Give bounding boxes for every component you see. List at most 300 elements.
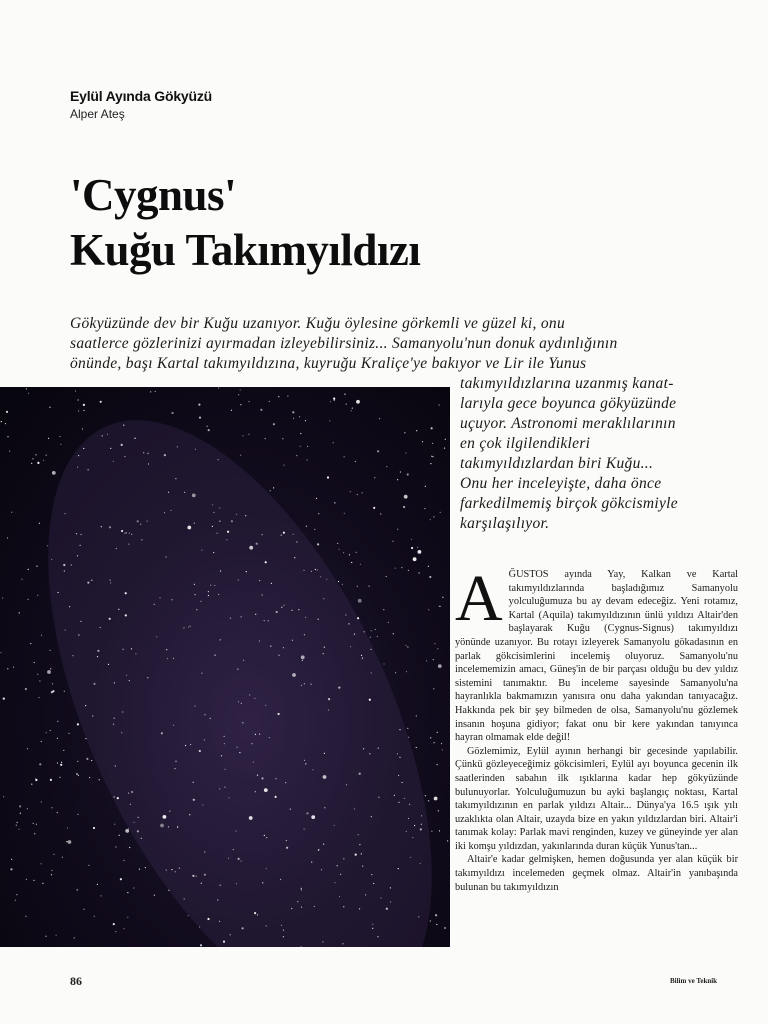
star	[424, 508, 425, 509]
star	[284, 465, 285, 466]
star	[304, 760, 305, 761]
star	[63, 564, 65, 566]
star	[85, 738, 86, 739]
star	[265, 561, 267, 563]
star	[338, 687, 340, 689]
star	[77, 889, 78, 890]
star	[188, 626, 189, 627]
star	[10, 868, 12, 870]
star	[380, 513, 381, 514]
star	[140, 524, 141, 525]
star	[428, 609, 429, 610]
star	[164, 454, 166, 456]
star	[171, 869, 172, 870]
star	[220, 885, 221, 886]
star	[311, 862, 312, 863]
star	[34, 662, 35, 663]
star	[207, 918, 209, 920]
star	[300, 433, 301, 434]
star	[397, 753, 398, 754]
star	[15, 900, 16, 901]
star	[58, 592, 59, 593]
star	[183, 627, 184, 628]
star	[291, 908, 292, 909]
star	[190, 744, 191, 745]
star	[52, 471, 56, 475]
star	[292, 640, 293, 641]
star	[417, 547, 418, 548]
star	[328, 698, 330, 700]
star	[343, 552, 344, 553]
star	[278, 655, 279, 656]
star	[83, 909, 84, 910]
star	[407, 646, 408, 647]
star	[278, 713, 280, 715]
star	[242, 722, 243, 723]
star	[172, 599, 173, 600]
star	[358, 834, 359, 835]
author-name: Alper Ateş	[70, 107, 125, 121]
star	[420, 828, 422, 830]
star	[248, 434, 249, 435]
star	[28, 569, 29, 570]
star	[196, 609, 197, 610]
star	[57, 812, 58, 813]
star	[406, 671, 407, 672]
star	[439, 404, 440, 405]
star	[249, 694, 250, 695]
star	[430, 920, 431, 921]
star	[294, 557, 295, 558]
star	[334, 400, 335, 401]
star	[80, 545, 81, 546]
star	[201, 550, 202, 551]
star	[268, 620, 269, 621]
star	[43, 460, 44, 461]
star	[37, 595, 38, 596]
star	[437, 732, 438, 733]
star	[59, 436, 60, 437]
star	[237, 747, 238, 748]
star	[425, 486, 426, 487]
star	[355, 461, 356, 462]
star	[394, 795, 395, 796]
star	[68, 840, 72, 844]
star	[3, 796, 4, 797]
star	[238, 858, 240, 860]
star	[133, 887, 134, 888]
star	[199, 750, 201, 752]
star	[83, 404, 85, 406]
star	[400, 471, 401, 472]
star	[59, 777, 60, 778]
star	[91, 580, 92, 581]
lead-line: larıyla gece boyunca gökyüzünde	[460, 395, 677, 412]
star	[127, 892, 128, 893]
star	[11, 859, 12, 860]
article-title	[70, 168, 420, 278]
star	[141, 539, 142, 540]
star	[207, 426, 208, 427]
star	[89, 777, 90, 778]
star	[304, 829, 305, 830]
star	[442, 749, 443, 750]
star	[110, 448, 111, 449]
star	[120, 878, 122, 880]
star	[135, 653, 136, 654]
star	[315, 569, 316, 570]
star	[349, 554, 350, 555]
star	[125, 829, 129, 833]
star	[204, 874, 206, 876]
starfield-photo	[0, 387, 450, 947]
star	[286, 847, 288, 849]
title-line-1: 'Cygnus'	[70, 170, 237, 220]
star	[78, 399, 79, 400]
star	[345, 614, 346, 615]
star	[219, 921, 220, 922]
star	[405, 452, 406, 453]
star	[195, 594, 196, 595]
star	[430, 463, 431, 464]
star	[224, 736, 225, 737]
star	[354, 808, 355, 809]
body-text: ĞUSTOS ayında Yay, Kalkan ve Kartal takımyıldızlarında başladığımız Samanyolu yolculuğumuza bu ay devam edeceğiz. Yeni rotamız, Kartal (Aquila) takımyıldızının ünlü yıldızı Altair'den başlayarak Kuğu (Cygnus-Signus) takımyıldızı yönünde uzanıyor. Bu rotayı izleyerek Samanyolu gökadasının en parlak gökcisimlerini incelemiş oluyoruz. Samanyolu'nu incelememizin amacı, Güneş'in de bir parçası olduğu bu dev yıldız sistemini tanımaktır. Bu inceleme sayesinde Samanyolu'na hayranlıkla bakmamızın yanısıra onu daha yakından tanıyacağız. Hakkında pek bir şey bilmeden de olsa, Samanyolu'nu gözlemek insanın hoşuna gidiyor; fakat onu bir kere yakından tanıyınca hayran olmamak elde değil!	[455, 569, 738, 744]
star	[416, 715, 417, 716]
star	[200, 601, 201, 602]
star	[241, 616, 242, 617]
star	[285, 782, 286, 783]
star	[261, 777, 263, 779]
star	[301, 655, 305, 659]
star	[399, 729, 400, 730]
star	[408, 570, 409, 571]
star	[52, 683, 53, 684]
star	[150, 391, 151, 392]
star	[57, 721, 58, 722]
lead-line: takımyıldızlarına uzanmış kanat-	[460, 375, 674, 392]
star	[321, 869, 322, 870]
star	[230, 618, 231, 619]
star	[219, 521, 220, 522]
star	[131, 534, 132, 535]
star	[223, 941, 225, 943]
star	[431, 456, 432, 457]
star	[67, 827, 68, 828]
star	[169, 811, 170, 812]
star	[271, 583, 272, 584]
star	[80, 621, 81, 622]
star	[352, 408, 353, 409]
star	[51, 691, 53, 693]
star	[378, 797, 379, 798]
star	[164, 512, 165, 513]
star	[64, 691, 65, 692]
star	[311, 571, 312, 572]
star	[305, 763, 306, 764]
star	[283, 936, 284, 937]
star	[189, 814, 190, 815]
star	[60, 444, 61, 445]
star	[77, 467, 78, 468]
star	[83, 410, 84, 411]
star	[219, 507, 220, 508]
star	[296, 541, 297, 542]
star	[87, 582, 89, 584]
star	[208, 595, 209, 596]
star	[156, 636, 157, 637]
star	[208, 429, 210, 431]
star	[50, 668, 51, 669]
star	[440, 512, 441, 513]
star	[138, 817, 139, 818]
star	[57, 738, 58, 739]
star	[416, 747, 417, 748]
star	[334, 882, 335, 883]
star	[165, 556, 166, 557]
star	[39, 680, 40, 681]
star	[262, 534, 263, 535]
star	[314, 529, 315, 530]
star	[264, 620, 265, 621]
star	[190, 626, 191, 627]
star	[264, 788, 268, 792]
star	[6, 411, 8, 413]
star	[262, 882, 263, 883]
star	[380, 897, 381, 898]
star	[53, 691, 54, 692]
star	[114, 824, 115, 825]
star	[265, 438, 266, 439]
star	[371, 874, 372, 875]
star	[51, 807, 52, 808]
star	[17, 822, 18, 823]
star	[45, 936, 46, 937]
star	[254, 698, 255, 699]
star	[236, 831, 237, 832]
star	[361, 655, 362, 656]
star	[414, 825, 415, 826]
star	[213, 512, 214, 513]
star	[386, 466, 387, 467]
star	[441, 743, 442, 744]
star	[343, 858, 344, 859]
star	[372, 928, 373, 929]
title-line-2: Kuğu Takımyıldızı	[70, 225, 421, 275]
star	[204, 851, 205, 852]
lead-line: takımyıldızlardan biri Kuğu...	[460, 455, 654, 472]
star	[175, 478, 176, 479]
star	[16, 825, 17, 826]
star	[110, 580, 111, 581]
star	[99, 779, 100, 780]
star	[257, 775, 258, 776]
star	[240, 389, 241, 390]
star	[386, 576, 387, 577]
star	[163, 815, 167, 819]
star	[377, 936, 378, 937]
star	[192, 875, 194, 877]
star	[19, 829, 20, 830]
star	[220, 570, 221, 571]
star	[304, 683, 305, 684]
star	[281, 925, 282, 926]
star	[65, 513, 66, 514]
star	[360, 564, 361, 565]
star	[256, 543, 258, 545]
star	[78, 410, 79, 411]
star	[214, 655, 215, 656]
star	[292, 673, 296, 677]
star	[109, 526, 111, 528]
star	[314, 906, 315, 907]
star	[269, 737, 270, 738]
star	[173, 658, 174, 659]
star	[372, 924, 373, 925]
star	[238, 701, 239, 702]
star	[97, 650, 99, 652]
star	[445, 439, 446, 440]
article-body	[455, 562, 738, 894]
lead-line: Onu her inceleyişte, daha önce	[460, 475, 662, 492]
star	[375, 629, 376, 630]
star	[9, 451, 10, 452]
star	[337, 543, 338, 544]
star	[292, 411, 294, 413]
star	[344, 456, 345, 457]
star	[390, 901, 391, 902]
star	[243, 660, 244, 661]
star	[115, 931, 116, 932]
star	[118, 609, 119, 610]
star	[283, 605, 284, 606]
star	[94, 916, 95, 917]
star	[141, 838, 142, 839]
star	[37, 462, 39, 464]
star	[411, 539, 412, 540]
star	[357, 494, 358, 495]
star	[26, 879, 27, 880]
star	[100, 401, 102, 403]
star	[233, 849, 234, 850]
star	[77, 723, 79, 725]
star	[298, 609, 299, 610]
star	[16, 894, 17, 895]
star	[117, 797, 119, 799]
star	[113, 461, 114, 462]
star	[418, 916, 419, 917]
star	[7, 537, 8, 538]
star	[439, 830, 440, 831]
star	[334, 825, 335, 826]
star	[31, 463, 32, 464]
star	[266, 868, 267, 869]
publication-name: Bilim ve Teknik	[670, 977, 718, 985]
star	[365, 894, 366, 895]
star	[49, 407, 50, 408]
star	[290, 809, 291, 810]
star	[350, 491, 351, 492]
star	[175, 871, 176, 872]
star	[433, 688, 434, 689]
star	[370, 637, 371, 638]
star	[249, 816, 253, 820]
star	[71, 564, 72, 565]
star	[187, 526, 191, 530]
star	[398, 802, 399, 803]
star	[291, 610, 292, 611]
lead-line: saatlerce gözlerinizi ayırmadan izleyebilirsiniz... Samanyolu'nun donuk aydınlığının	[70, 335, 618, 352]
star	[122, 711, 123, 712]
star	[418, 550, 422, 554]
star	[305, 420, 306, 421]
star	[434, 797, 438, 801]
star	[47, 670, 51, 674]
star	[218, 459, 219, 460]
star	[434, 742, 435, 743]
star	[125, 614, 127, 616]
star	[184, 492, 185, 493]
star	[371, 672, 372, 673]
star	[193, 782, 194, 783]
star	[369, 753, 370, 754]
star	[377, 450, 379, 452]
star	[432, 443, 433, 444]
star	[344, 513, 345, 514]
star	[306, 459, 307, 460]
star	[27, 808, 28, 809]
star	[224, 787, 225, 788]
star	[129, 533, 130, 534]
star	[431, 831, 432, 832]
star	[444, 448, 445, 449]
star	[173, 725, 174, 726]
star	[305, 617, 306, 618]
star	[194, 523, 195, 524]
star	[198, 404, 200, 406]
star	[139, 869, 140, 870]
star	[231, 520, 233, 522]
star	[51, 559, 52, 560]
star	[195, 449, 196, 450]
star	[252, 743, 253, 744]
star	[408, 818, 409, 819]
star	[128, 544, 129, 545]
star	[255, 791, 256, 792]
star	[413, 557, 417, 561]
star	[200, 944, 202, 946]
star	[217, 899, 218, 900]
star	[356, 400, 360, 404]
star	[407, 728, 408, 729]
star	[62, 857, 63, 858]
star	[238, 579, 239, 580]
star	[439, 606, 440, 607]
star	[64, 570, 65, 571]
star	[193, 799, 195, 801]
star	[359, 908, 360, 909]
star	[311, 815, 315, 819]
lead-line: karşılaşılıyor.	[460, 515, 550, 532]
star	[53, 854, 54, 855]
star	[304, 634, 305, 635]
star	[302, 660, 303, 661]
star	[129, 680, 130, 681]
star	[66, 841, 67, 842]
star	[170, 510, 171, 511]
star	[50, 650, 51, 651]
star	[333, 398, 335, 400]
